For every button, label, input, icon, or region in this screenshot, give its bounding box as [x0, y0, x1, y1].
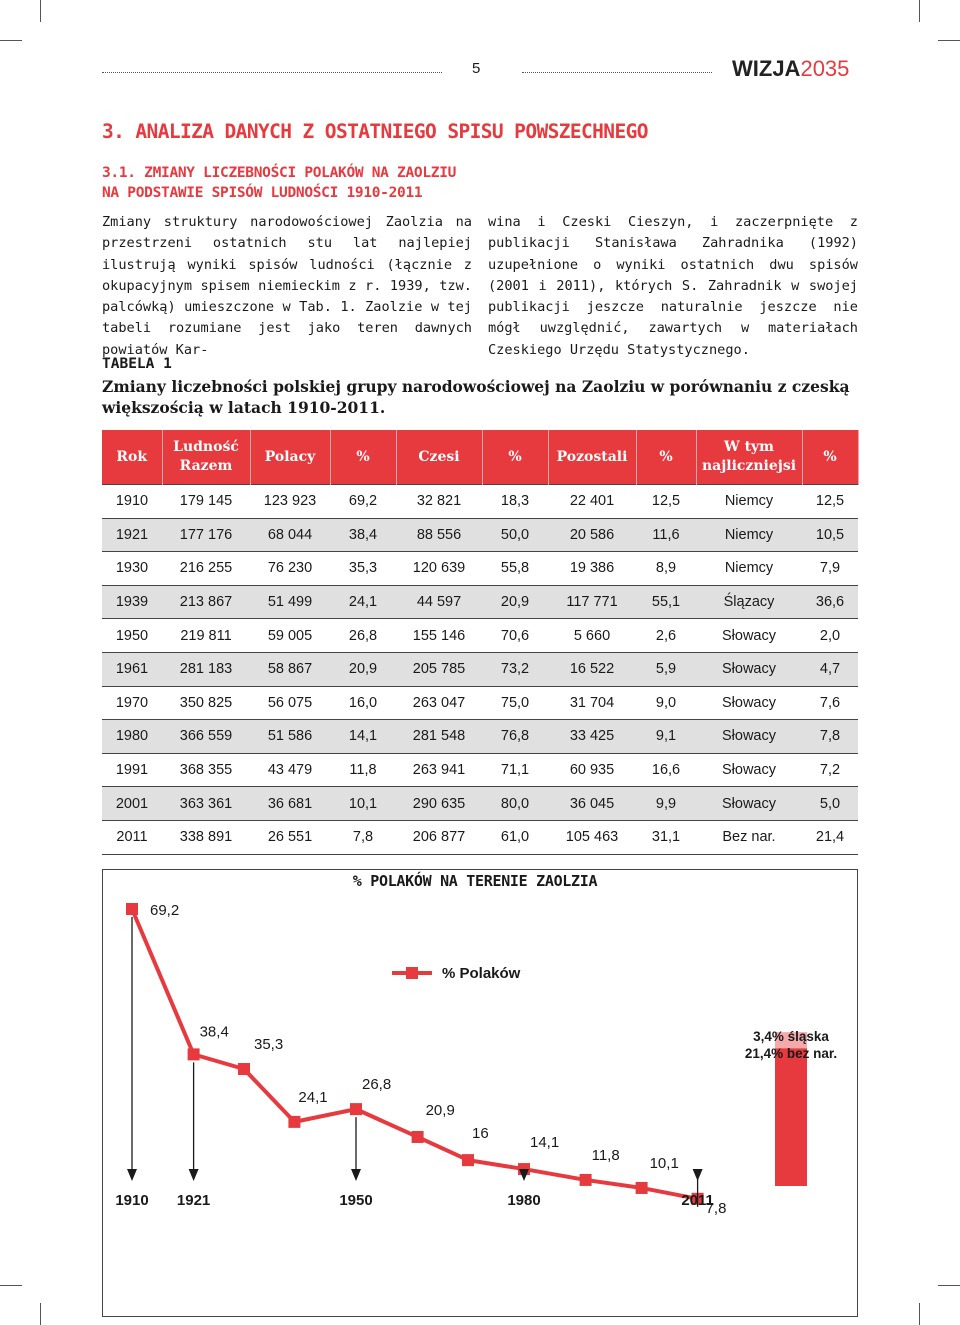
table-cell: 35,3: [330, 552, 396, 586]
table-cell: 2001: [102, 787, 162, 821]
table-cell: 263 047: [396, 686, 482, 720]
legend-marker: [406, 967, 418, 979]
table-cell: 8,9: [636, 552, 696, 586]
table-cell: 68 044: [250, 518, 330, 552]
table-row: [102, 753, 858, 787]
table-cell: 1921: [102, 518, 162, 552]
table-cell: 11,6: [636, 518, 696, 552]
table-cell: 213 867: [162, 585, 250, 619]
table-cell: 88 556: [396, 518, 482, 552]
table-cell: Słowacy: [696, 652, 802, 686]
data-point: [238, 1063, 250, 1075]
table-cell: 7,2: [802, 753, 858, 787]
table-cell: 31,1: [636, 820, 696, 854]
table-cell: 179 145: [162, 485, 250, 519]
header-cell: Pozostali: [548, 430, 636, 485]
table-cell: Ślązacy: [696, 585, 802, 619]
table-cell: 1970: [102, 686, 162, 720]
table-cell: 5,0: [802, 787, 858, 821]
table-cell: 7,8: [802, 720, 858, 754]
crop-mark: [919, 0, 920, 22]
table-cell: 26 551: [250, 820, 330, 854]
table-row: [102, 585, 858, 619]
table-cell: 7,8: [330, 820, 396, 854]
table-cell: 59 005: [250, 619, 330, 653]
table-cell: 2,0: [802, 619, 858, 653]
data-point: [126, 903, 138, 915]
table-cell: 1991: [102, 753, 162, 787]
data-label: 38,4: [199, 1023, 229, 1041]
data-point: [462, 1154, 474, 1166]
table-header-row: [102, 430, 858, 485]
x-tick-arrow: [189, 1169, 199, 1181]
annotation-silesian: 3,4% śląska: [753, 1029, 829, 1044]
data-label: 11,8: [591, 1146, 620, 1164]
section-title: 3. ANALIZA DANYCH Z OSTATNIEGO SPISU POWSZECHNEGO: [102, 120, 648, 143]
table-cell: 51 499: [250, 585, 330, 619]
table-row: [102, 720, 858, 754]
header-cell: Polacy: [250, 430, 330, 485]
x-tick-arrow: [351, 1169, 361, 1181]
data-label: 10,1: [649, 1154, 679, 1172]
header-cell: Ludność Razem: [162, 430, 250, 485]
crop-mark: [0, 1285, 22, 1286]
table-label: TABELA 1: [102, 356, 172, 372]
table-cell: 20,9: [482, 585, 548, 619]
table-cell: Słowacy: [696, 787, 802, 821]
table-cell: Słowacy: [696, 619, 802, 653]
table-row: [102, 820, 858, 854]
table-cell: 10,1: [330, 787, 396, 821]
data-label: 7,8: [705, 1199, 727, 1217]
header-rule: [522, 72, 712, 73]
table-cell: Niemcy: [696, 552, 802, 586]
table-row: [102, 787, 858, 821]
table-cell: 206 877: [396, 820, 482, 854]
table-cell: 58 867: [250, 652, 330, 686]
crop-mark: [0, 40, 22, 41]
table-cell: 9,0: [636, 686, 696, 720]
table-cell: 80,0: [482, 787, 548, 821]
table-cell: 1980: [102, 720, 162, 754]
table-cell: 31 704: [548, 686, 636, 720]
polish-share-chart: [102, 869, 858, 1317]
table-cell: Słowacy: [696, 720, 802, 754]
x-tick-arrow: [127, 1169, 137, 1181]
x-tick-label: 1921: [176, 1192, 211, 1209]
table-cell: 366 559: [162, 720, 250, 754]
table-cell: 290 635: [396, 787, 482, 821]
table-cell: 1939: [102, 585, 162, 619]
table-cell: 18,3: [482, 485, 548, 519]
table-cell: 60 935: [548, 753, 636, 787]
data-point: [350, 1103, 362, 1115]
table-cell: 12,5: [636, 485, 696, 519]
table-cell: 70,6: [482, 619, 548, 653]
header-cell: Rok: [102, 430, 162, 485]
header-cell: W tym najliczniejsi: [696, 430, 802, 485]
table-cell: 32 821: [396, 485, 482, 519]
table-cell: 43 479: [250, 753, 330, 787]
table-cell: 219 811: [162, 619, 250, 653]
table-cell: 61,0: [482, 820, 548, 854]
table-cell: 2011: [102, 820, 162, 854]
header-rule: [102, 72, 442, 73]
table-cell: 7,6: [802, 686, 858, 720]
table-cell: 1950: [102, 619, 162, 653]
census-table: [102, 430, 859, 855]
table-cell: 120 639: [396, 552, 482, 586]
crop-mark: [40, 0, 41, 22]
table-cell: 2,6: [636, 619, 696, 653]
table-cell: 50,0: [482, 518, 548, 552]
table-cell: 9,1: [636, 720, 696, 754]
table-cell: 55,1: [636, 585, 696, 619]
legend-label: % Polaków: [442, 965, 521, 982]
table-cell: 338 891: [162, 820, 250, 854]
table-cell: 216 255: [162, 552, 250, 586]
table-cell: 10,5: [802, 518, 858, 552]
data-point: [288, 1116, 300, 1128]
x-tick-label: 1950: [339, 1192, 373, 1209]
data-label: 69,2: [150, 902, 180, 919]
table-cell: Słowacy: [696, 686, 802, 720]
table-cell: 14,1: [330, 720, 396, 754]
subsection-title: 3.1. ZMIANY LICZEBNOŚCI POLAKÓW NA ZAOLZIU NA PODSTAWIE SPISÓW LUDNOŚCI 1910-2011: [102, 165, 457, 201]
table-cell: 19 386: [548, 552, 636, 586]
chart-title: % POLAKÓW NA TERENIE ZAOLZIA: [300, 870, 650, 892]
table-cell: 281 183: [162, 652, 250, 686]
header-cell: Czesi: [396, 430, 482, 485]
table-cell: 16 522: [548, 652, 636, 686]
x-tick-arrow: [693, 1169, 703, 1181]
data-label: 24,1: [298, 1088, 328, 1106]
header-cell: %: [636, 430, 696, 485]
table-cell: 177 176: [162, 518, 250, 552]
data-point: [636, 1182, 648, 1194]
table-cell: 22 401: [548, 485, 636, 519]
table-cell: 38,4: [330, 518, 396, 552]
table-cell: 55,8: [482, 552, 548, 586]
body-text-left: Zmiany struktury narodowościowej Zaolzia na przestrzeni ostatnich stu lat najlepiej ilustrują wyniki spisów ludności (łącznie z okupacyjnym spisem niemieckim z r. 1939, tzw. palcówką) umieszczone w Tab. 1. Zaolzie w tej tabeli rozumiane jest jako teren dawnych powiatów Kar-: [102, 214, 472, 358]
table-cell: 117 771: [548, 585, 636, 619]
table-cell: 205 785: [396, 652, 482, 686]
x-tick-label: 1910: [115, 1192, 149, 1209]
crop-mark: [40, 1303, 41, 1325]
data-label: 20,9: [425, 1101, 455, 1119]
table-cell: 76 230: [250, 552, 330, 586]
table-cell: 16,0: [330, 686, 396, 720]
table-cell: 1930: [102, 552, 162, 586]
table-cell: 16,6: [636, 753, 696, 787]
table-cell: 21,4: [802, 820, 858, 854]
table-cell: 7,9: [802, 552, 858, 586]
data-label: 16: [472, 1125, 489, 1143]
table-cell: 33 425: [548, 720, 636, 754]
table-cell: 56 075: [250, 686, 330, 720]
table-cell: 73,2: [482, 652, 548, 686]
crop-mark: [938, 40, 960, 41]
header-cell: %: [482, 430, 548, 485]
logo: WIZJA2035: [732, 56, 850, 81]
table-cell: Niemcy: [696, 518, 802, 552]
table-cell: 12,5: [802, 485, 858, 519]
table-cell: 1961: [102, 652, 162, 686]
table-cell: 20,9: [330, 652, 396, 686]
table-cell: 51 586: [250, 720, 330, 754]
table-caption: Zmiany liczebności polskiej grupy narodowościowej na Zaolziu w porównaniu z czeską większością w latach 1910-2011.: [102, 377, 850, 417]
body-text-right: wina i Czeski Cieszyn, i zaczerpnięte z publikacji Stanisława Zahradnika (1992) uzupełnione o wyniki ostatnich dwu spisów (2001 i 2011), których S. Zahradnik w swojej publikacji jeszcze naturalnie jeszcze nie mógł uwzględnić, zawartych w materiałach Czeskiego Urzędu Statystycznego.: [488, 214, 858, 358]
table-cell: 76,8: [482, 720, 548, 754]
table-cell: 263 941: [396, 753, 482, 787]
table-row: [102, 552, 858, 586]
header-cell: %: [330, 430, 396, 485]
data-point: [580, 1174, 592, 1186]
table-row: [102, 518, 858, 552]
data-label: 35,3: [254, 1036, 284, 1054]
data-point: [412, 1131, 424, 1143]
table-cell: 24,1: [330, 585, 396, 619]
table-cell: 123 923: [250, 485, 330, 519]
table-cell: Niemcy: [696, 485, 802, 519]
table-cell: 105 463: [548, 820, 636, 854]
table-cell: 69,2: [330, 485, 396, 519]
table-row: [102, 686, 858, 720]
table-cell: Bez nar.: [696, 820, 802, 854]
table-cell: 71,1: [482, 753, 548, 787]
table-cell: 350 825: [162, 686, 250, 720]
table-cell: 36 681: [250, 787, 330, 821]
table-cell: 368 355: [162, 753, 250, 787]
table-cell: 11,8: [330, 753, 396, 787]
table-row: [102, 652, 858, 686]
header-cell: %: [802, 430, 858, 485]
table-row: [102, 485, 858, 519]
table-cell: Słowacy: [696, 753, 802, 787]
x-tick-label: 2011: [681, 1192, 714, 1209]
data-label: 14,1: [530, 1134, 560, 1152]
table-cell: 36 045: [548, 787, 636, 821]
table-cell: 44 597: [396, 585, 482, 619]
crop-mark: [938, 1285, 960, 1286]
table-cell: 155 146: [396, 619, 482, 653]
table-cell: 26,8: [330, 619, 396, 653]
table-row: [102, 619, 858, 653]
table-cell: 281 548: [396, 720, 482, 754]
table-cell: 9,9: [636, 787, 696, 821]
annotation-no-nationality: 21,4% bez nar.: [744, 1046, 838, 1061]
table-cell: 363 361: [162, 787, 250, 821]
table-cell: 5,9: [636, 652, 696, 686]
table-cell: 36,6: [802, 585, 858, 619]
table-cell: 20 586: [548, 518, 636, 552]
data-label: 26,8: [362, 1076, 392, 1094]
table-cell: 1910: [102, 485, 162, 519]
x-tick-label: 1980: [507, 1192, 541, 1209]
table-cell: 4,7: [802, 652, 858, 686]
data-point: [188, 1048, 200, 1060]
table-cell: 75,0: [482, 686, 548, 720]
bar-no-nationality: [775, 1048, 807, 1186]
table-cell: 5 660: [548, 619, 636, 653]
page-number: 5: [472, 60, 481, 77]
crop-mark: [919, 1303, 920, 1325]
